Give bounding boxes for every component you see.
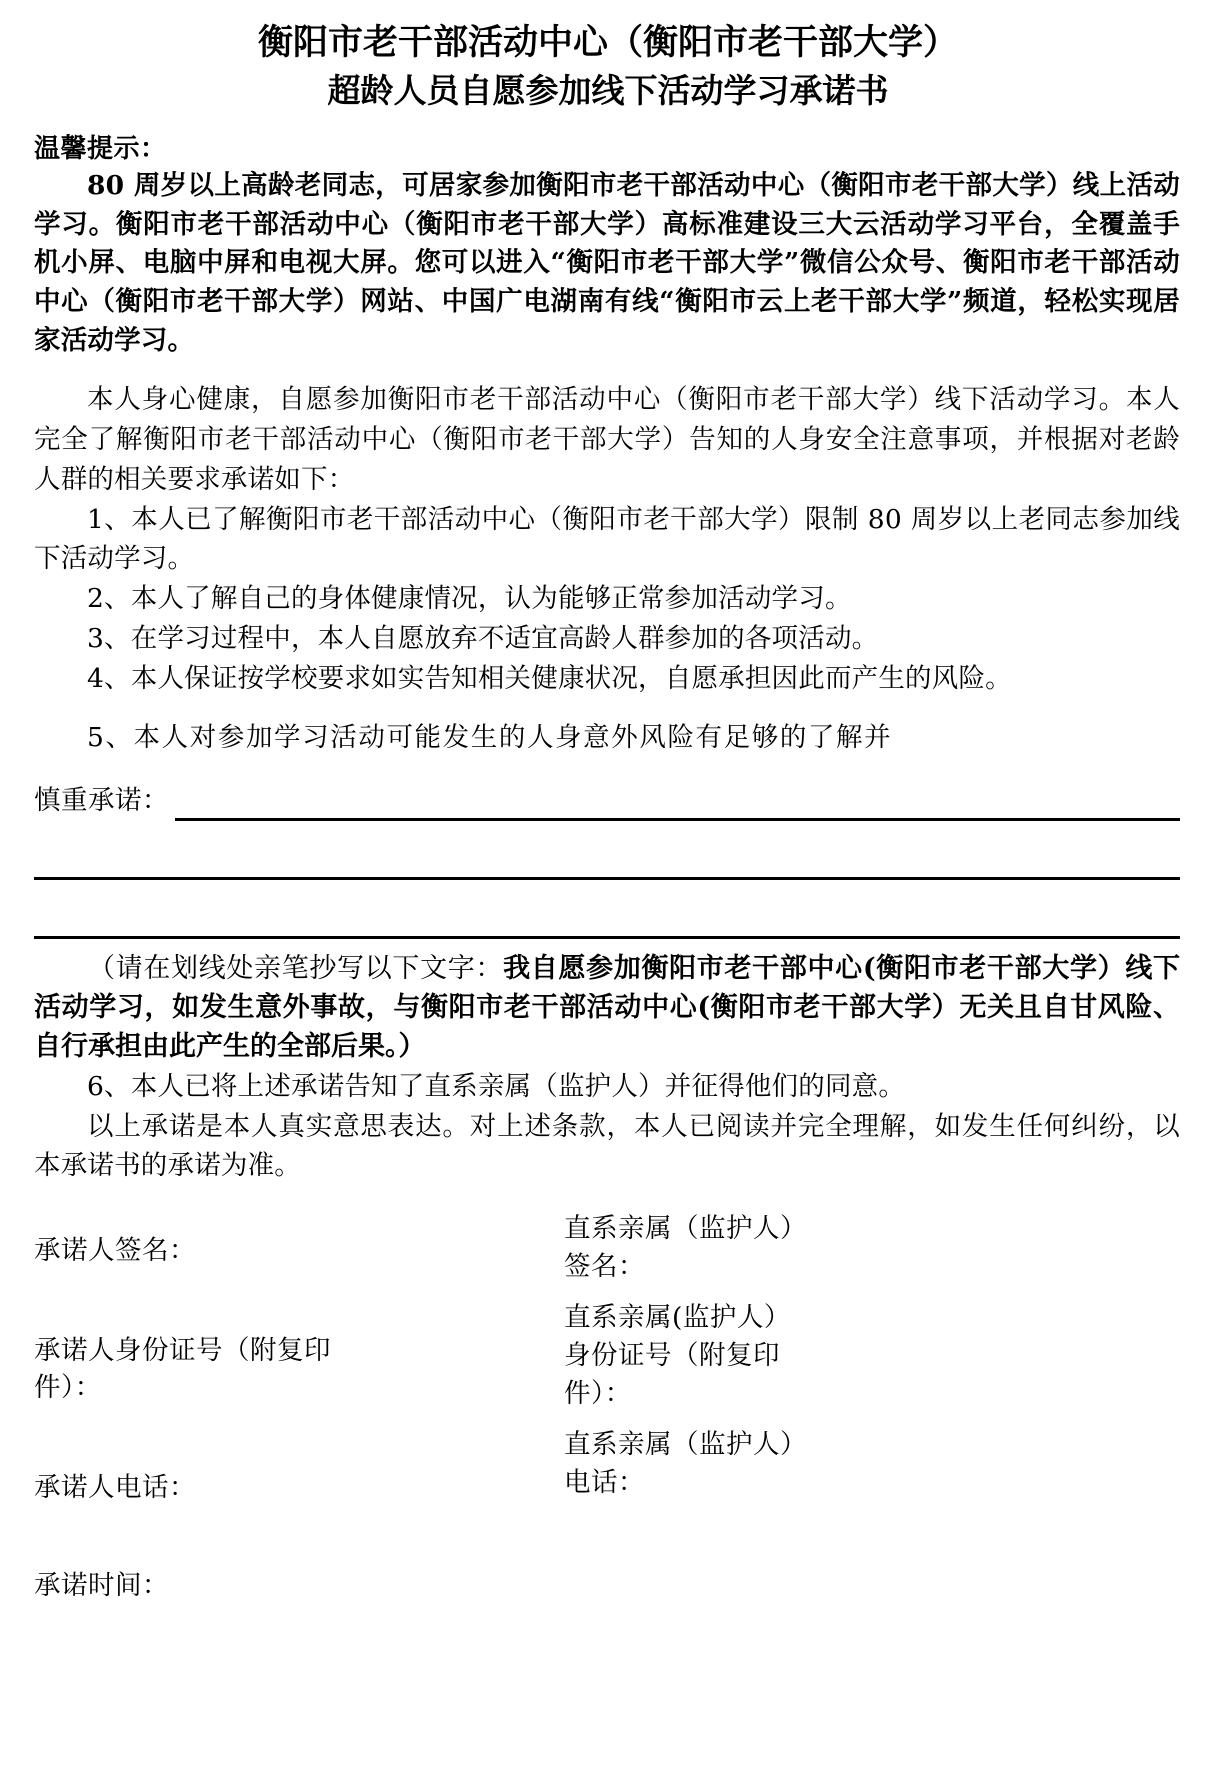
preamble-paragraph: 本人身心健康，自愿参加衡阳市老干部活动中心（衡阳市老干部大学）线下活动学习。本人完全了解衡阳市老干部活动中心（衡阳市老干部大学）告知的人身安全注意事项，并根据对老龄人群的相关要求承诺如下： bbox=[34, 384, 1180, 495]
field-promisor-phone[interactable]: 承诺人电话： bbox=[34, 1472, 196, 1504]
title-line-2: 超龄人员自愿参加线下活动学习承诺书 bbox=[327, 70, 889, 110]
clause-item-3: 3、在学习过程中，本人自愿放弃不适宜高龄人群参加的各项活动。 bbox=[87, 622, 879, 654]
clause-item-5: 5、本人对参加学习活动可能发生的人身意外风险有足够的了解并 bbox=[87, 722, 893, 754]
clause-item-1: 1、本人已了解衡阳市老干部活动中心（衡阳市老干部大学）限制 80 周岁以上老同志参加线下活动学习。 bbox=[34, 503, 1180, 575]
title-line-1: 衡阳市老干部活动中心（衡阳市老干部大学） bbox=[257, 22, 958, 63]
closing-paragraph: 以上承诺是本人真实意思表达。对上述条款，本人已阅读并完全理解，如发生任何纠纷，以本承诺书的承诺为准。 bbox=[34, 1110, 1180, 1182]
notice-body: 80 周岁以上高龄老同志，可居家参加衡阳市老干部活动中心（衡阳市老干部大学）线上活动学习。衡阳市老干部活动中心（衡阳市老干部大学）高标准建设三大云活动学习平台，全覆盖手机小屏、电脑中屏和电视大屏。您可以进入“衡阳市老干部大学”微信公众号、衡阳市老干部活动中心（衡阳市老干部大学）网站、中国广电湖南有线“衡阳市云上老干部大学”频道，轻松实现居家活动学习。 bbox=[34, 170, 1180, 356]
signature-column-guardian bbox=[564, 1210, 796, 1501]
clause-item-4: 4、本人保证按学校要求如实告知相关健康状况，自愿承担因此而产生的风险。 bbox=[87, 662, 1012, 694]
clause-item-2: 2、本人了解自己的身体健康情况，认为能够正常参加活动学习。 bbox=[87, 583, 852, 615]
field-guardian-phone[interactable]: 直系亲属（监护人）电话： bbox=[564, 1429, 794, 1498]
field-promisor-signature[interactable]: 承诺人签名： bbox=[34, 1235, 196, 1267]
copy-instruction-prefix: （请在划线处亲笔抄写以下文字： bbox=[88, 952, 504, 984]
field-promise-date[interactable]: 承诺时间： bbox=[34, 1569, 169, 1601]
pledge-write-line-2[interactable] bbox=[34, 877, 1180, 880]
field-guardian-id-number[interactable]: 直系亲属(监护人）身份证号（附复印件）： bbox=[564, 1302, 791, 1409]
pledge-signature-row bbox=[34, 784, 1180, 820]
notice-label: 温馨提示： bbox=[34, 133, 167, 164]
copy-instruction-text: 我自愿参加衡阳市老干部中心(衡阳市老干部大学）线下活动学习，如发生意外事故，与衡阳市老干部活动中心(衡阳市老干部大学）无关且自甘风险、自行承担由此产生的全部后果。） bbox=[34, 952, 1181, 1063]
field-guardian-signature[interactable]: 直系亲属（监护人）签名： bbox=[564, 1213, 794, 1282]
signature-column-promisor bbox=[34, 1210, 334, 1604]
clause-item-6: 6、本人已将上述承诺告知了直系亲属（监护人）并征得他们的同意。 bbox=[87, 1070, 906, 1102]
pledge-label: 慎重承诺： bbox=[34, 785, 169, 817]
page-title bbox=[30, 0, 1186, 115]
pledge-write-line-3[interactable] bbox=[34, 936, 1180, 939]
pledge-write-line-1[interactable] bbox=[175, 818, 1180, 821]
signature-block bbox=[34, 1210, 1186, 1601]
field-promisor-id-number[interactable]: 承诺人身份证号（附复印件）： bbox=[34, 1334, 331, 1404]
copy-instruction-paragraph bbox=[34, 949, 1180, 1067]
